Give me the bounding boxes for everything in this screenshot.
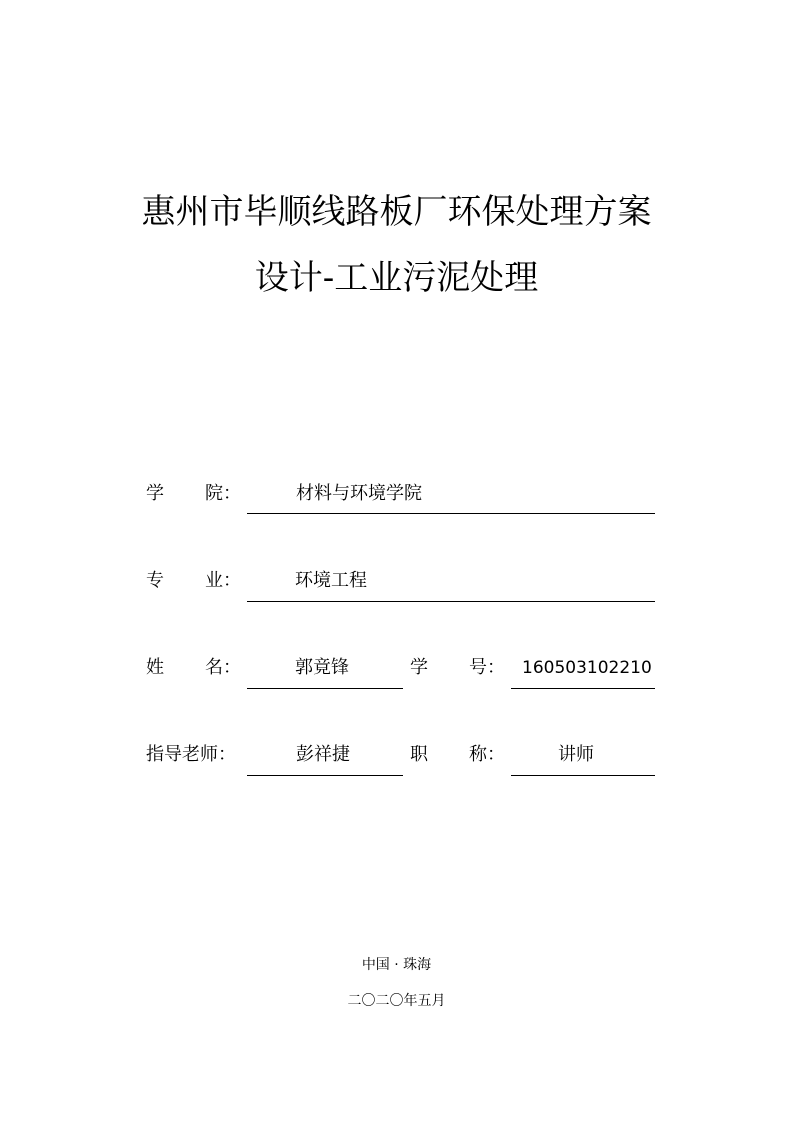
major-label-first-char: 专 (146, 570, 164, 591)
name-label-first-char: 姓 (146, 657, 164, 678)
college-label-first-char: 学 (146, 483, 164, 504)
document-title-line-1: 惠州市毕顺线路板厂环保处理方案 (141, 192, 652, 232)
student-id-label-first-char: 学 (410, 657, 428, 678)
student-id-label-second-char: 号： (469, 657, 505, 678)
name-underline (247, 688, 403, 689)
major-underline (247, 601, 655, 602)
advisor-label: 指导老师： (146, 744, 236, 765)
college-underline (247, 513, 655, 514)
footer-date: 二〇二〇年五月 (347, 993, 446, 1009)
document-title-line-2: 设计-工业污泥处理 (254, 258, 539, 298)
college-value: 材料与环境学院 (296, 483, 422, 504)
title-rank-underline (511, 775, 655, 776)
title-rank-label-first-char: 职 (410, 744, 428, 765)
title-rank-value: 讲师 (558, 744, 594, 765)
major-label-second-char: 业： (205, 570, 241, 591)
student-id-value: 160503102210 (522, 658, 652, 678)
major-value: 环境工程 (295, 570, 367, 591)
advisor-value: 彭祥捷 (296, 744, 350, 765)
college-label-second-char: 院： (205, 483, 241, 504)
footer-location: 中国 · 珠海 (361, 957, 432, 973)
name-value: 郭竟锋 (295, 657, 349, 678)
advisor-underline (247, 775, 403, 776)
title-rank-label-second-char: 称： (469, 744, 505, 765)
student-id-underline (511, 688, 655, 689)
name-label-second-char: 名： (205, 657, 241, 678)
